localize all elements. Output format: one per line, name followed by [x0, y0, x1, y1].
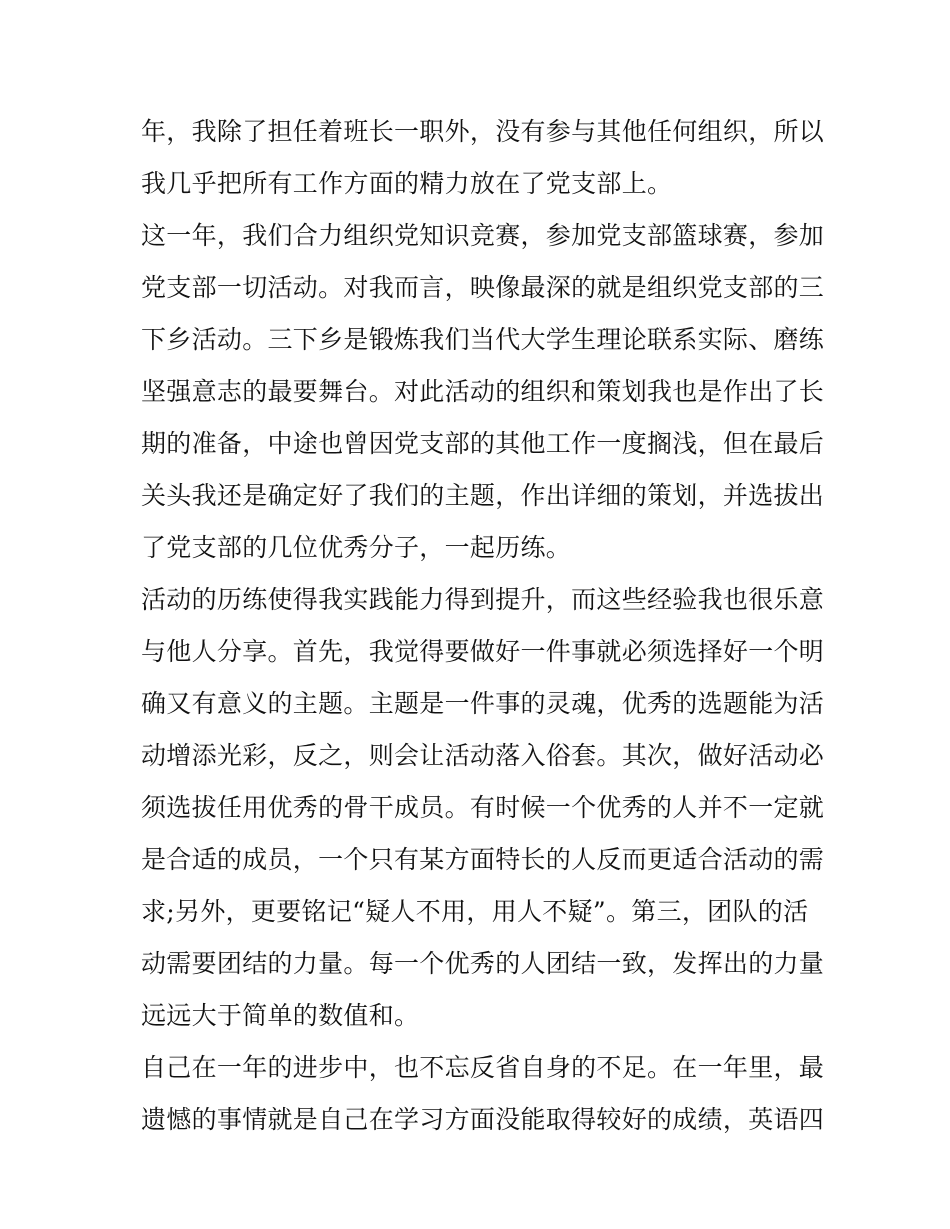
text-line: 党支部一切活动。对我而言，映像最深的就是组织党支部的三 — [141, 273, 825, 302]
document-body — [141, 106, 825, 1146]
text-line: 自己在一年的进步中，也不忘反省自身的不足。在一年里，最 — [141, 1053, 825, 1082]
text-line: 我几乎把所有工作方面的精力放在了党支部上。 — [141, 169, 673, 198]
text-line: 年，我除了担任着班长一职外，没有参与其他任何组织，所以 — [141, 117, 825, 146]
text-line: 是合适的成员，一个只有某方面特长的人反而更适合活动的需 — [141, 845, 825, 874]
text-line: 远远大于简单的数值和。 — [141, 1001, 420, 1030]
text-line: 与他人分享。首先，我觉得要做好一件事就必须选择好一个明 — [141, 637, 825, 666]
text-line: 期的准备，中途也曾因党支部的其他工作一度搁浅，但在最后 — [141, 429, 825, 458]
text-line: 动需要团结的力量。每一个优秀的人团结一致，发挥出的力量 — [141, 949, 825, 978]
text-line: 坚强意志的最要舞台。对此活动的组织和策划我也是作出了长 — [141, 377, 825, 406]
text-line: 下乡活动。三下乡是锻炼我们当代大学生理论联系实际、磨练 — [141, 325, 825, 354]
text-line: 遗憾的事情就是自己在学习方面没能取得较好的成绩，英语四 — [141, 1105, 825, 1134]
text-line: 求;另外，更要铭记“疑人不用，用人不疑”。第三，团队的活 — [141, 897, 809, 926]
text-line: 须选拔任用优秀的骨干成员。有时候一个优秀的人并不一定就 — [141, 793, 825, 822]
text-line: 确又有意义的主题。主题是一件事的灵魂，优秀的选题能为活 — [141, 689, 825, 718]
text-line: 关头我还是确定好了我们的主题，作出详细的策划，并选拔出 — [141, 481, 825, 510]
text-line: 了党支部的几位优秀分子，一起历练。 — [141, 533, 572, 562]
text-line: 动增添光彩，反之，则会让活动落入俗套。其次，做好活动必 — [141, 741, 825, 770]
text-line: 这一年，我们合力组织党知识竞赛，参加党支部篮球赛，参加 — [141, 221, 825, 250]
text-line: 活动的历练使得我实践能力得到提升，而这些经验我也很乐意 — [141, 585, 825, 614]
